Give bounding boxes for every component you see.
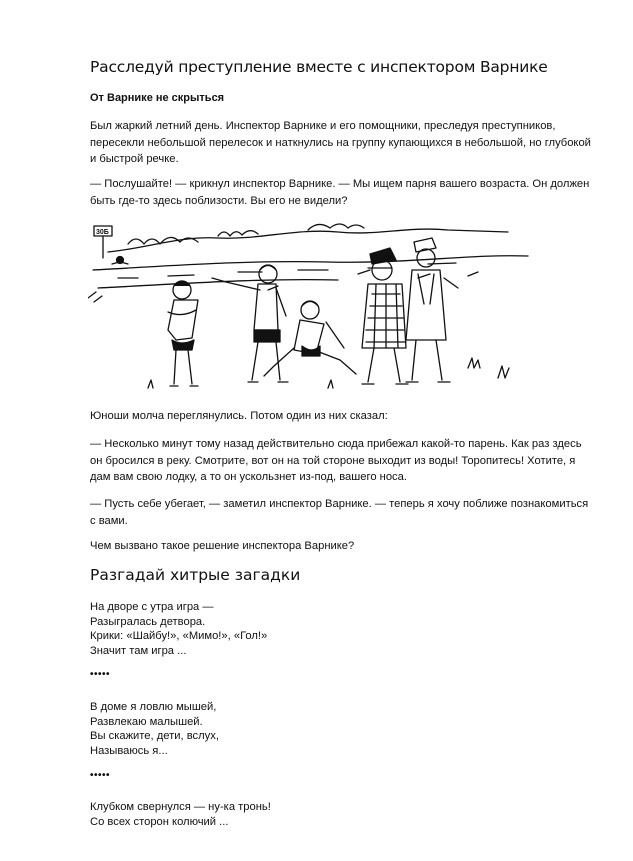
paragraph-youth-reply: — Несколько минут тому назад действительно сюда прибежал какой-то парень. Как раз здесь он бросился в реку. Смотрите, вот он на той стороне выходит из воды! Торопитесь! Хотите, я дам вам свою лодку, а то он ускользнет из-под, вашего носа. [90, 438, 582, 483]
riddle-cat [90, 700, 219, 758]
riddle-line: Крики: «Шайбу!», «Мимо!», «Гол!» [90, 630, 268, 642]
riddle-line: Развлекаю малышей. [90, 715, 203, 728]
riddles-heading: Разгадай хитрые загадки [90, 566, 301, 584]
paragraph-reply-intro: Юноши молча переглянулись. Потом один из них сказал: [90, 410, 388, 422]
page-title: Расследуй преступление вместе с инспектором Варнике [90, 58, 548, 76]
riddle-line: Клубком свернулся — ну-ка тронь! [90, 801, 271, 813]
separator: ••••• [90, 669, 111, 680]
paragraph-question: — Послушайте! — крикнул инспектор Варнике. — Мы ищем парня вашего возраста. Он должен быть где-то здесь поблизости. Вы его не видели? [90, 178, 590, 207]
riddle-line: Разыгралась детвора. [90, 615, 206, 628]
story-subtitle: От Варнике не скрыться [90, 92, 225, 104]
riddle-line: Вы скажите, дети, вслух, [90, 730, 219, 742]
riddle-line: Называюсь я... [90, 744, 168, 757]
riddle-line: Со всех сторон колючий ... [90, 815, 229, 828]
paragraph-inspector-reply: — Пусть себе убегает, — заметил инспектор Варнике. — теперь я хочу поближе познакомиться с вами. [90, 498, 589, 527]
paragraph-final-question: Чем вызвано такое решение инспектора Варнике? [90, 540, 355, 552]
riddle-line: Значит там игра ... [90, 644, 187, 657]
paragraph-intro: Был жаркий летний день. Инспектор Варнике и его помощники, преследуя преступников, пересекли небольшой перелесок и наткнулись на группу купающихся в небольшой, но глубокой и быстрой речке. [90, 120, 591, 165]
far-bank [108, 229, 508, 252]
riddle-hockey [90, 600, 267, 658]
story-illustration [88, 218, 538, 398]
separator: ••••• [90, 770, 111, 781]
riddle-hedgehog [90, 800, 271, 829]
river [93, 256, 528, 270]
sign-text: 30Б [96, 229, 109, 236]
riddle-line: На дворе с утра игра — [90, 601, 214, 613]
riddle-line: В доме я ловлю мышей, [90, 701, 217, 713]
